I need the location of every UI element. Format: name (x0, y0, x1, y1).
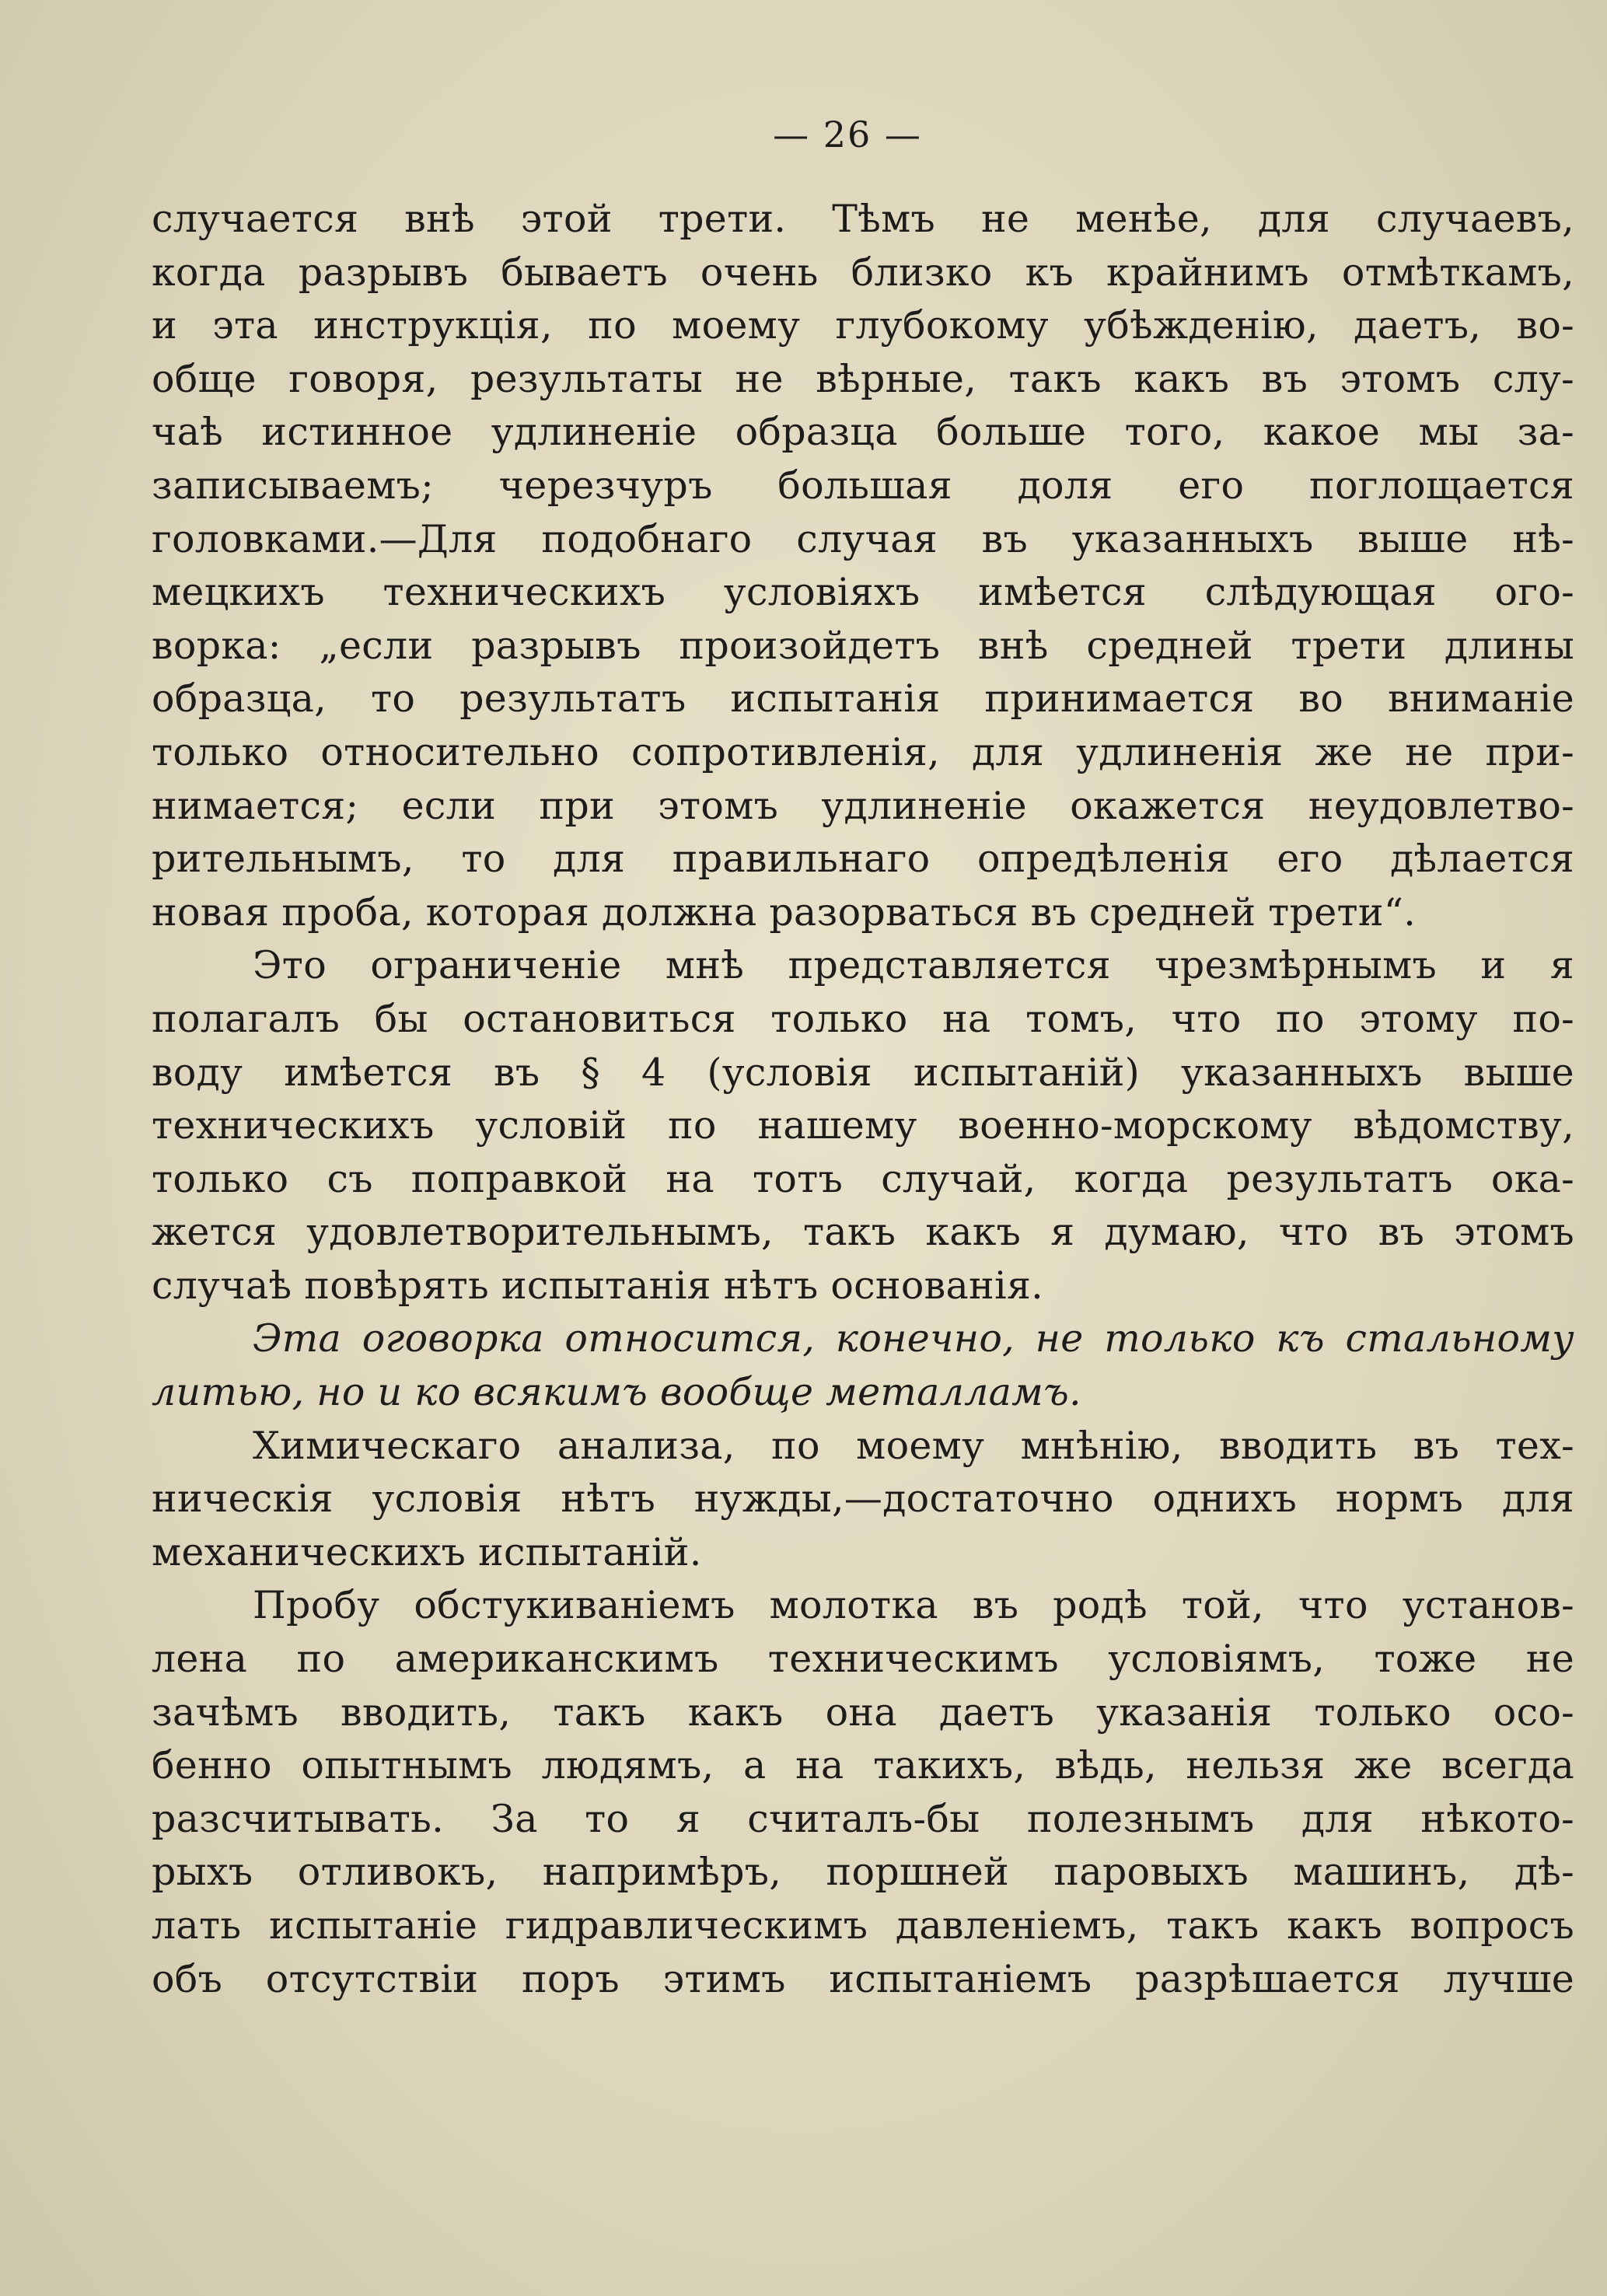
text-line: когда разрывъ бываетъ очень близко къ крайнимъ отмѣткамъ, (152, 250, 1574, 295)
text-line: рыхъ отливокъ, напримѣръ, поршней паровыхъ машинъ, дѣ- (152, 1850, 1574, 1895)
text-line: записываемъ; черезчуръ большая доля его поглощается (152, 463, 1574, 508)
text-line: ворка: „если разрывъ произойдетъ внѣ средней трети длины (152, 623, 1574, 668)
paragraph (152, 193, 1574, 939)
text-line: полагалъ бы остановиться только на томъ, что по этому по- (152, 996, 1574, 1041)
text-line: Химическаго анализа, по моему мнѣнію, вводить въ тех- (253, 1423, 1574, 1468)
text-line: литью, но и ко всякимъ вообще металламъ. (152, 1370, 1081, 1415)
text-line: образца, то результатъ испытанія принимается во вниманіе (152, 676, 1574, 722)
text-line: мецкихъ техническихъ условіяхъ имѣется слѣдующая ого- (152, 570, 1574, 615)
text-line: механическихъ испытаній. (152, 1529, 702, 1574)
text-line: бенно опытнымъ людямъ, а на такихъ, вѣдь, нельзя же всегда (152, 1743, 1574, 1788)
text-line: техническихъ условій по нашему военно-морскому вѣдомству, (152, 1103, 1574, 1148)
text-body (152, 193, 1574, 2006)
text-line: рительнымъ, то для правильнаго опредѣленія его дѣлается (152, 837, 1574, 882)
text-line: жется удовлетворительнымъ, такъ какъ я думаю, что въ этомъ (152, 1210, 1574, 1255)
text-line: новая проба, которая должна разорваться въ средней трети“. (152, 889, 1417, 935)
paragraph (152, 1420, 1574, 1580)
text-line: зачѣмъ вводить, такъ какъ она даетъ указанія только осо- (152, 1690, 1574, 1735)
text-line: случается внѣ этой трети. Тѣмъ не менѣе, для случаевъ, (152, 197, 1574, 241)
text-line: ническія условія нѣтъ нужды,—достаточно однихъ нормъ для (152, 1476, 1574, 1522)
text-line: чаѣ истинное удлиненіе образца больше того, какое мы за- (152, 410, 1574, 455)
text-line: только относительно сопротивленія, для удлиненія же не при- (152, 729, 1574, 774)
text-line: воду имѣется въ § 4 (условія испытаній) указанныхъ выше (152, 1050, 1574, 1095)
page-number: — 26 — (773, 114, 922, 156)
paragraph (152, 1579, 1574, 2006)
text-line: Эта оговорка относится, конечно, не только къ стальному (253, 1316, 1574, 1361)
text-line: обще говоря, результаты не вѣрные, такъ какъ въ этомъ слу- (152, 356, 1574, 401)
text-line: разсчитывать. За то я считалъ-бы полезнымъ для нѣкото- (152, 1796, 1574, 1841)
italic-paragraph (152, 1312, 1574, 1419)
text-line: объ отсутствіи поръ этимъ испытаніемъ разрѣшается лучше (152, 1956, 1574, 2001)
text-line: нимается; если при этомъ удлиненіе окажется неудовлетво- (152, 783, 1574, 828)
text-line: лена по американскимъ техническимъ условіямъ, тоже не (152, 1637, 1574, 1682)
text-line: и эта инструкція, по моему глубокому убѣжденію, даетъ, во- (152, 303, 1574, 348)
paragraph (152, 939, 1574, 1312)
book-page (152, 114, 1574, 2006)
text-line: Пробу обстукиваніемъ молотка въ родѣ той, что установ- (253, 1583, 1574, 1628)
text-line: случаѣ повѣрять испытанія нѣтъ основанія. (152, 1263, 1044, 1308)
text-line: только съ поправкой на тотъ случай, когда результатъ ока- (152, 1156, 1574, 1201)
text-line: Это ограниченіе мнѣ представляется чрезмѣрнымъ и я (253, 943, 1574, 988)
text-line: лать испытаніе гидравлическимъ давленіемъ, такъ какъ вопросъ (152, 1903, 1574, 1948)
text-line: головками.—Для подобнаго случая въ указанныхъ выше нѣ- (152, 516, 1574, 561)
